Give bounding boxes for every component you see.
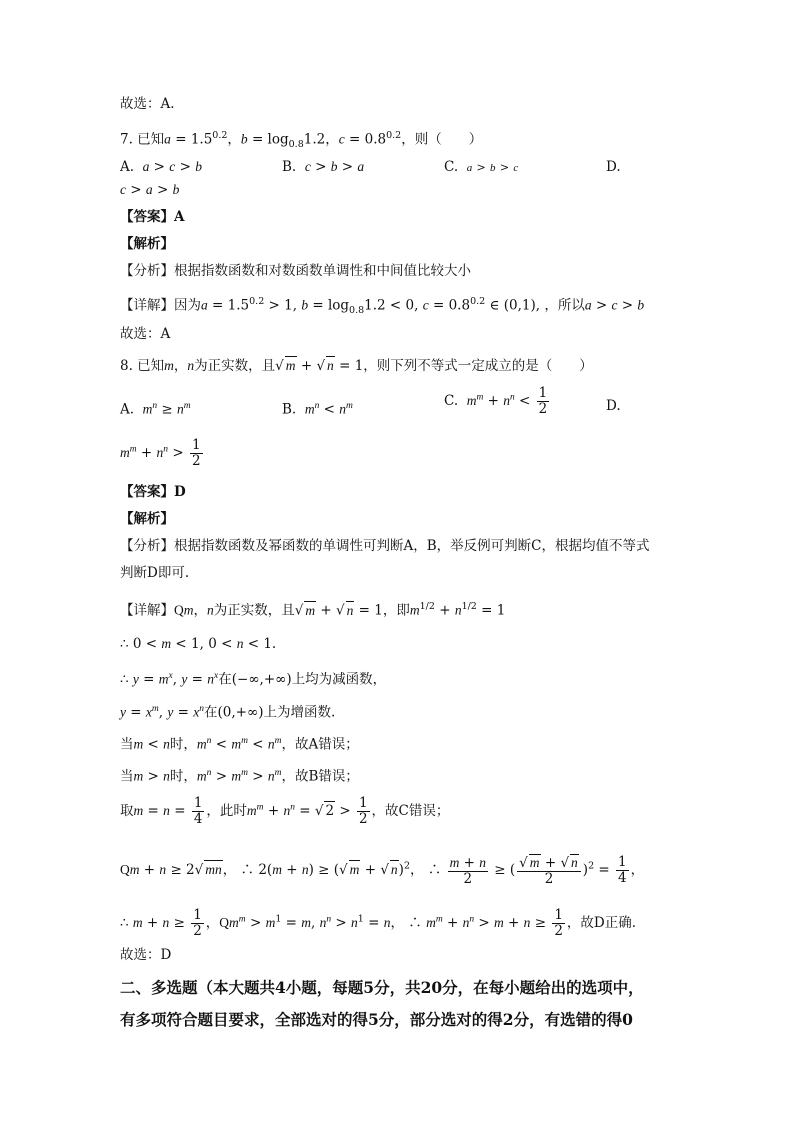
q8-option-d-label: D. [606, 398, 621, 414]
q8-answer: 【答案】D [120, 484, 186, 500]
q8-conclusion: 故选：D [120, 947, 172, 963]
q8-option-b: B. $m^n < n^m$ [282, 401, 353, 418]
q8-analysis-heading: 【解析】 [120, 511, 174, 527]
q7-conclusion: 故选：A [120, 326, 171, 342]
section-2-heading-line-2: 有多项符合题目要求，全部选对的得5分，部分选对的得2分，有选错的得0 [120, 1010, 633, 1029]
answer-line-q6: 故选：A. [120, 96, 175, 112]
q8-line-case-d: ∴ m + n ≥ $\frac{1}{2}$ ，$Qm^m > m^1 = m$, $n^n > n^1 = n$， ∴ $m^m + n^n > m + n$ ≥ $\frac{1}{2}$ ，故D正确. [120, 907, 637, 939]
q7-option-c: C. a > b > c [444, 159, 519, 175]
q8-line-case-c: 取m = n = $\frac{1}{4}$ ，此时$m^m + n^n$ = √ 2 > $\frac{1}{2}$ ，故C错误； [120, 795, 450, 827]
q8-line-mean-inequality: Qm + n ≥ 2√ mn， ∴ 2(m + n) ≥ (√ m + √ n)$^2$， ∴ $\frac{m + n}{2}$ ≥ ( $\frac{√ m + √ n}{2}$ )$^2$ = $\frac{1}{4}$ ， [120, 854, 645, 887]
q7-fenxi: 【分析】根据指数函数和对数函数单调性和中间值比较大小 [120, 263, 471, 279]
question-7-stem: 7. 已知$a = 1.5^{0.2}$，$b = \log_{0.8}1.2$，$c = 0.8^{0.2}$，则（ ） [120, 130, 483, 151]
q8-fenxi-2: 判断D即可. [120, 565, 190, 581]
q8-option-c: C. $m^m + n^n$ < $\frac{1}{2}$ [444, 385, 548, 417]
question-8-stem: 8. 已知m，n为正实数，且√ m + √ n = 1，则下列不等式一定成立的是（ ） [120, 358, 593, 374]
q8-line-increasing: $y = x^m$, $y = x^n$在(0,+∞)上为增函数. [120, 704, 336, 721]
q8-option-a: A. $m^n \ge n^m$ [120, 401, 191, 418]
q7-analysis-heading: 【解析】 [120, 236, 174, 252]
q7-option-a: A. a > c > b [120, 159, 202, 175]
q8-line-case-a: 当m < n时，$m^n < m^m < n^m$，故A错误； [120, 736, 359, 753]
q7-option-d-label: D. [606, 159, 621, 175]
q8-line-case-b: 当m > n时，$m^n > m^m > n^m$，故B错误； [120, 768, 359, 785]
q8-xiangjie-1: 【详解】Qm，n为正实数，且√ m + √ n = 1，即$m^{1/2} + n^{1/2} = 1$ [120, 601, 506, 619]
q7-answer: 【答案】A [120, 209, 185, 225]
section-2-heading-line-1: 二、多选题（本大题共4小题，每题5分，共20分，在每小题给出的选项中， [120, 978, 644, 997]
q8-line-decreasing: ∴ $y = m^x$, $y = n^x$在(−∞,+∞)上均为减函数， [120, 671, 387, 688]
q7-option-b: B. c > b > a [282, 159, 365, 175]
q8-fenxi-1: 【分析】根据指数函数及幂函数的单调性可判断A，B，举反例可判断C，根据均值不等式 [120, 538, 650, 554]
q7-option-d: c > a > b [120, 182, 180, 198]
q8-line-range: ∴ 0 < m < 1, 0 < n < 1. [120, 636, 277, 652]
q7-xiangjie: 【详解】因为$a = 1.5^{0.2} > 1$, $b = \log_{0.8}1.2 < 0$, $c = 0.8^{0.2}$ ∈ (0,1), ，所以a > c > b [120, 296, 645, 317]
q8-option-d: $m^m + n^n$ > $\frac{1}{2}$ [120, 437, 201, 469]
